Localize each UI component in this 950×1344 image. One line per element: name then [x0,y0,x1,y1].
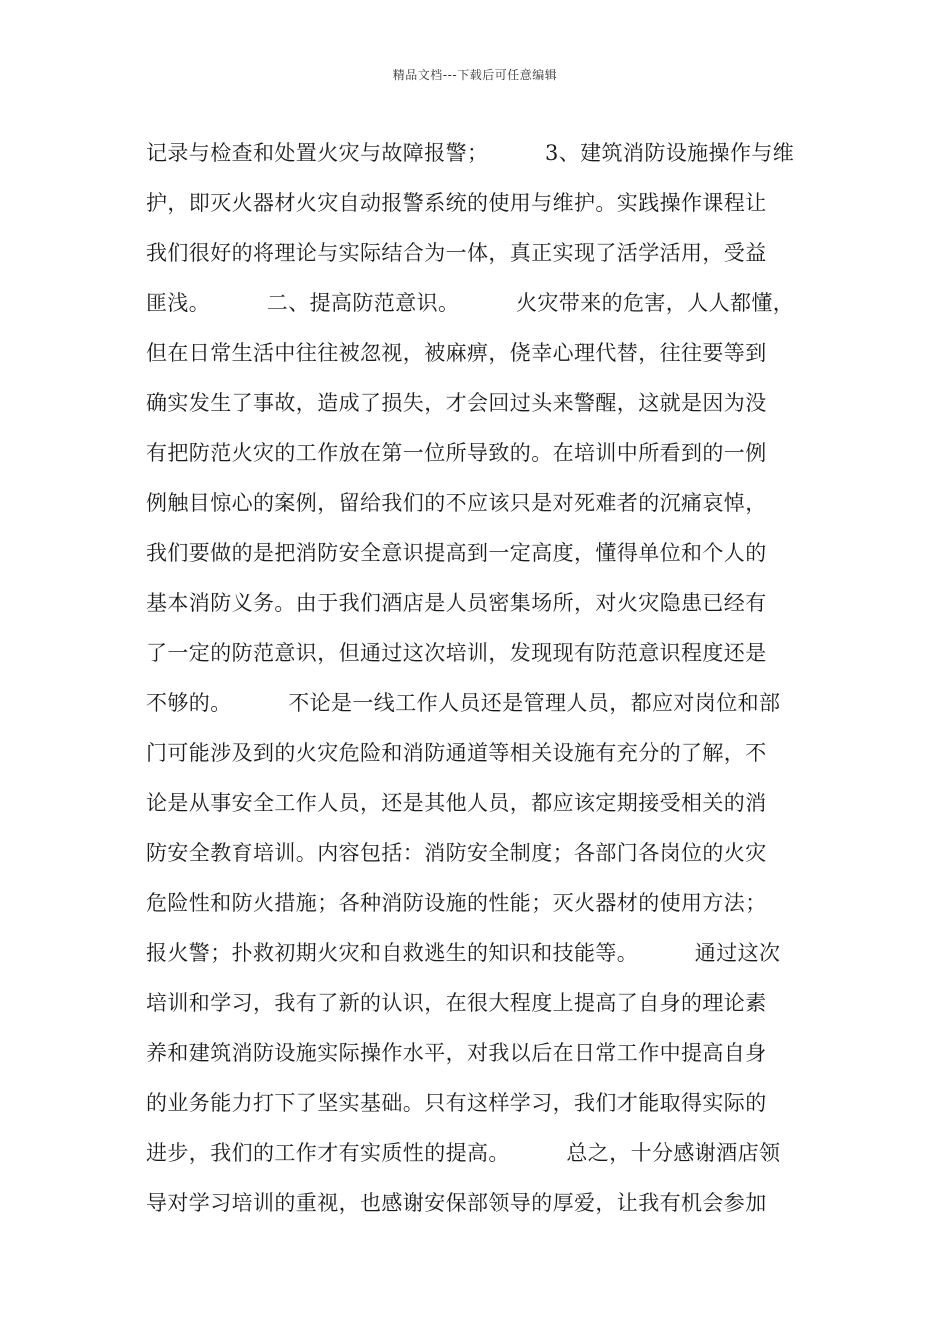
text-line: 进步，我们的工作才有实质性的提高。 总之，十分感谢酒店领 [146,1141,781,1165]
text-line: 论是从事安全工作人员，还是其他人员，都应该定期接受相关的消 [146,791,767,815]
text-line: 了一定的防范意识，但通过这次培训，发现现有防范意识程度还是 [146,641,767,665]
text-line: 基本消防义务。由于我们酒店是人员密集场所，对火灾隐患已经有 [146,591,767,615]
page-header: 精品文档---下载后可任意编辑 [392,68,558,82]
body-text [146,128,806,1228]
text-line: 例触目惊心的案例，留给我们的不应该只是对死难者的沉痛哀悼， [146,491,767,515]
text-line: 确实发生了事故，造成了损失，才会回过头来警醒，这就是因为没 [146,391,767,415]
text-line: 但在日常生活中往往被忽视，被麻痹，侥幸心理代替，往往要等到 [146,341,767,365]
text-line: 养和建筑消防设施实际操作水平，对我以后在日常工作中提高自身 [146,1041,767,1065]
text-line: 我们要做的是把消防安全意识提高到一定高度，懂得单位和个人的 [146,541,767,565]
text-line: 报火警；扑救初期火灾和自救逃生的知识和技能等。 通过这次 [146,941,781,965]
text-line: 不够的。 不论是一线工作人员还是管理人员，都应对岗位和部 [146,691,781,715]
text-line: 记录与检查和处置火灾与故障报警； 3、建筑消防设施操作与维 [146,141,795,165]
text-line: 我们很好的将理论与实际结合为一体，真正实现了活学活用，受益 [146,241,767,265]
text-line: 防安全教育培训。内容包括：消防安全制度；各部门各岗位的火灾 [146,841,767,865]
text-line: 危险性和防火措施；各种消防设施的性能；灭火器材的使用方法； [146,891,767,915]
text-line: 门可能涉及到的火灾危险和消防通道等相关设施有充分的了解，不 [146,741,767,765]
text-line: 导对学习培训的重视，也感谢安保部领导的厚爱，让我有机会参加 [146,1191,767,1215]
text-line: 护，即灭火器材火灾自动报警系统的使用与维护。实践操作课程让 [146,191,767,215]
text-line: 的业务能力打下了坚实基础。只有这样学习，我们才能取得实际的 [146,1091,767,1115]
text-line: 培训和学习，我有了新的认识，在很大程度上提高了自身的理论素 [146,991,767,1015]
text-line: 匪浅。 二、提高防范意识。 火灾带来的危害，人人都懂， [146,291,795,315]
text-line: 有把防范火灾的工作放在第一位所导致的。在培训中所看到的一例 [146,441,767,465]
